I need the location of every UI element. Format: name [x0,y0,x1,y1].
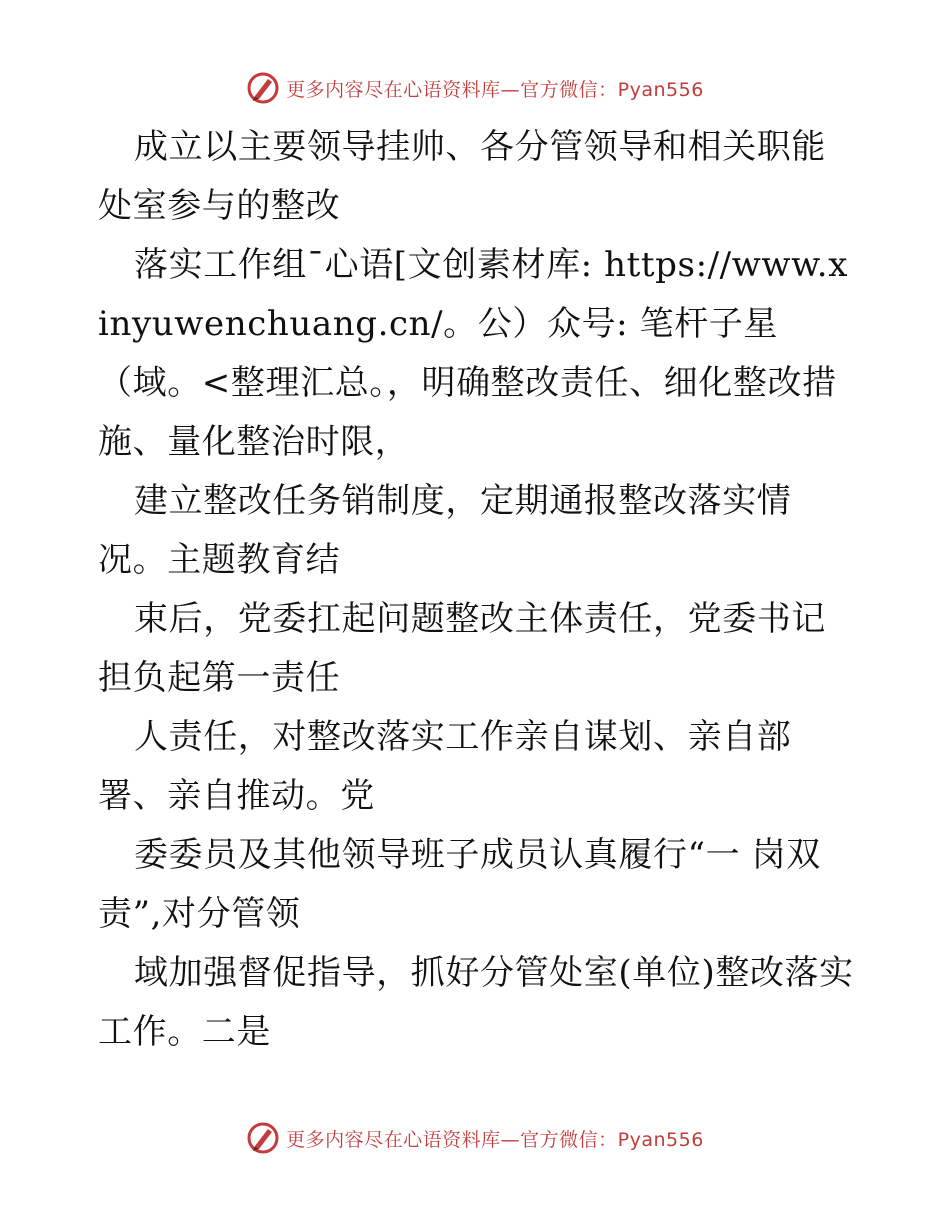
pen-seal-icon [246,1121,280,1155]
paragraph-2: 落实工作组¯心语[文创素材库: https://www.xinyuwenchuang.cn/。公）众号: 笔杆子星（域。<整理汇总。，明确整改责任、细化整改措施、量化整治时限， [98,245,848,462]
paragraph-3: 建立整改任务销制度，定期通报整改落实情况。主题教育结 [98,481,792,580]
paragraph-4: 束后，党委扛起问题整改主体责任，党委书记担负起第一责任 [98,599,826,698]
document-body [98,118,858,1062]
watermark-text: 更多内容尽在心语资料库—官方微信：Pyan556 [286,1128,704,1151]
header-watermark [0,71,950,105]
paragraph-7: 域加强督促指导，抓好分管处室(单位)整改落实工作。二是 [98,953,854,1052]
paragraph-6: 委委员及其他领导班子成员认真履行“一 岗双责”,对分管领 [98,835,821,934]
paragraph-5: 人责任，对整改落实工作亲自谋划、亲自部署、亲自推动。党 [98,717,792,816]
watermark-text: 更多内容尽在心语资料库—官方微信：Pyan556 [286,78,704,101]
footer-watermark [0,1121,950,1155]
paragraph-1: 成立以主要领导挂帅、各分管领导和相关职能处室参与的整改 [98,127,826,226]
pen-seal-icon [246,71,280,105]
